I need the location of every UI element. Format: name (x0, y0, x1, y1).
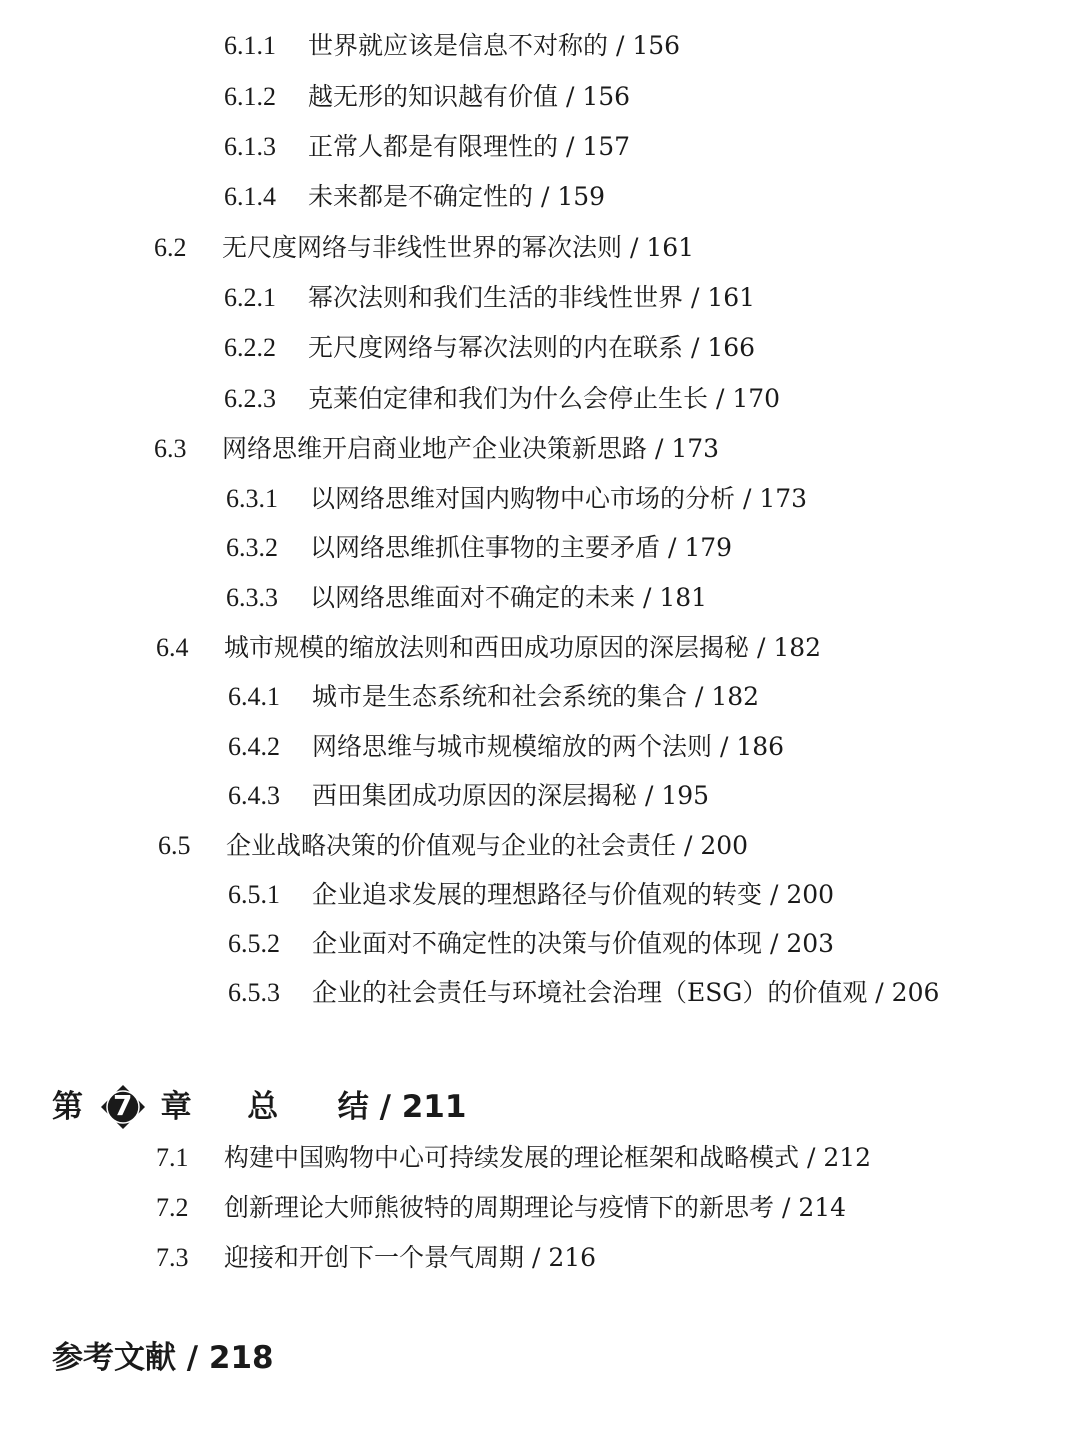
toc-entry-6-5-1 (228, 877, 834, 913)
entry-number: 6.2 (154, 233, 187, 262)
entry-title: 创新理论大师熊彼特的周期理论与疫情下的新思考 / 214 (224, 1193, 847, 1222)
entry-number: 6.1.4 (224, 182, 276, 211)
toc-entry-6-5 (158, 828, 748, 864)
toc-entry-6-3-1 (226, 481, 807, 517)
entry-number: 6.2.3 (224, 384, 276, 413)
entry-number: 6.3.1 (226, 484, 278, 513)
entry-title: 幂次法则和我们生活的非线性世界 / 161 (308, 283, 756, 312)
entry-number: 6.3 (154, 434, 187, 463)
entry-title: 企业追求发展的理想路径与价值观的转变 / 200 (312, 880, 835, 909)
chapter-7-heading (52, 1082, 466, 1128)
entry-number: 6.5 (158, 831, 191, 860)
entry-title: 无尺度网络与非线性世界的幂次法则 / 161 (222, 233, 695, 262)
entry-number: 6.4.1 (228, 682, 280, 711)
chapter-suffix: 章 (160, 1088, 192, 1125)
chapter-title-part-2: 结 / 211 (337, 1088, 467, 1125)
entry-number: 6.3.2 (226, 533, 278, 562)
entry-number: 7.1 (156, 1143, 189, 1172)
chapter-prefix: 第 (52, 1088, 83, 1125)
entry-number: 7.2 (156, 1193, 189, 1222)
toc-entry-6-3 (154, 431, 719, 467)
entry-number: 6.1.2 (224, 82, 276, 111)
entry-title: 城市规模的缩放法则和西田成功原因的深层揭秘 / 182 (224, 633, 822, 662)
toc-entry-6-5-3 (228, 975, 939, 1011)
toc-entry-6-4 (156, 630, 821, 666)
entry-title: 西田集团成功原因的深层揭秘 / 195 (312, 781, 710, 810)
entry-title: 城市是生态系统和社会系统的集合 / 182 (312, 682, 760, 711)
toc-entry-7-1 (156, 1140, 871, 1176)
toc-entry-6-3-2 (226, 530, 732, 566)
entry-title: 企业战略决策的价值观与企业的社会责任 / 200 (226, 831, 749, 860)
toc-entry-7-3 (156, 1240, 596, 1276)
entry-number: 6.4.2 (228, 732, 280, 761)
entry-title: 企业的社会责任与环境社会治理（ESG）的价值观 / 206 (312, 978, 940, 1007)
entry-title: 越无形的知识越有价值 / 156 (308, 82, 631, 111)
toc-entry-6-1-2 (224, 79, 630, 115)
entry-number: 6.1.1 (224, 31, 276, 60)
toc-entry-6-2-2 (224, 330, 755, 366)
toc-entry-7-2 (156, 1190, 846, 1226)
entry-title: 正常人都是有限理性的 / 157 (308, 132, 631, 161)
chapter-title-part-1: 总 (247, 1088, 279, 1125)
entry-title: 克莱伯定律和我们为什么会停止生长 / 170 (308, 384, 781, 413)
entry-title: 以网络思维抓住事物的主要矛盾 / 179 (310, 533, 733, 562)
entry-number: 6.4 (156, 633, 189, 662)
entry-title: 未来都是不确定性的 / 159 (308, 182, 606, 211)
entry-title: 世界就应该是信息不对称的 / 156 (308, 31, 681, 60)
entry-number: 6.5.3 (228, 978, 280, 1007)
toc-entry-6-4-1 (228, 679, 759, 715)
entry-title: 以网络思维面对不确定的未来 / 181 (310, 583, 708, 612)
entry-title: 网络思维与城市规模缩放的两个法则 / 186 (312, 732, 785, 761)
entry-number: 6.4.3 (228, 781, 280, 810)
references-heading: 参考文献 / 218 (52, 1340, 274, 1376)
toc-entry-6-1-1 (224, 28, 680, 64)
toc-entry-6-4-2 (228, 729, 784, 765)
toc-entry-6-2-1 (224, 280, 755, 316)
entry-title: 企业面对不确定性的决策与价值观的体现 / 203 (312, 929, 835, 958)
toc-entry-6-1-4 (224, 179, 605, 215)
entry-number: 6.3.3 (226, 583, 278, 612)
toc-entry-6-4-3 (228, 778, 709, 814)
toc-entry-6-5-2 (228, 926, 834, 962)
chapter-number: 7 (113, 1088, 133, 1122)
entry-title: 网络思维开启商业地产企业决策新思路 / 173 (222, 434, 720, 463)
entry-number: 6.2.2 (224, 333, 276, 362)
entry-number: 7.3 (156, 1243, 189, 1272)
entry-title: 迎接和开创下一个景气周期 / 216 (224, 1243, 597, 1272)
entry-title: 构建中国购物中心可持续发展的理论框架和战略模式 / 212 (224, 1143, 872, 1172)
toc-entry-6-1-3 (224, 129, 630, 165)
entry-title: 以网络思维对国内购物中心市场的分析 / 173 (310, 484, 808, 513)
entry-number: 6.5.1 (228, 880, 280, 909)
toc-entry-6-2 (154, 230, 694, 266)
entry-number: 6.1.3 (224, 132, 276, 161)
entry-number: 6.5.2 (228, 929, 280, 958)
chapter-number-badge (100, 1084, 146, 1130)
entry-title: 无尺度网络与幂次法则的内在联系 / 166 (308, 333, 756, 362)
toc-entry-6-2-3 (224, 381, 780, 417)
toc-entry-6-3-3 (226, 580, 707, 616)
entry-number: 6.2.1 (224, 283, 276, 312)
